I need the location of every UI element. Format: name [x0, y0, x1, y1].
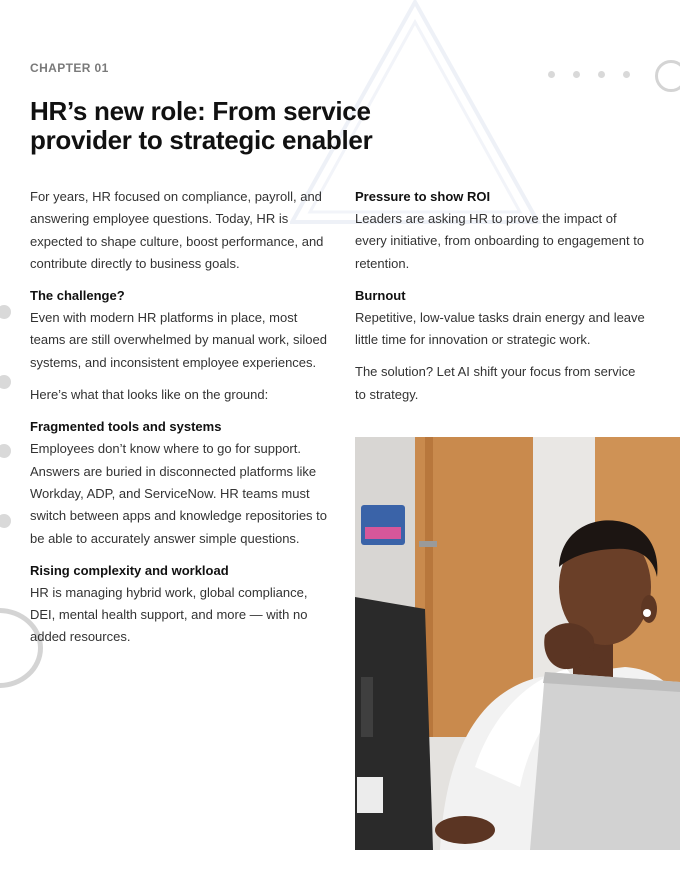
- complexity-heading: Rising complexity and workload: [30, 562, 229, 578]
- dot-decoration: [0, 444, 11, 458]
- dot-decoration: [0, 375, 11, 389]
- left-column: [30, 186, 328, 659]
- roi-paragraph: Leaders are asking HR to prove the impact of every initiative, from onboarding to engagement to retention.: [355, 211, 645, 271]
- intro-paragraph: For years, HR focused on compliance, payroll, and answering employee questions. Today, HR is expected to shape culture, boost performance, and contribute directly to business goals.: [30, 189, 324, 271]
- dot-decoration: [0, 514, 11, 528]
- dots-decoration: [548, 71, 630, 78]
- page-title: HR’s new role: From service provider to strategic enabler: [30, 96, 373, 155]
- challenge-heading: The challenge?: [30, 288, 125, 304]
- roi-heading: Pressure to show ROI: [355, 189, 491, 204]
- ground-paragraph: Here’s what that looks like on the ground:: [30, 387, 269, 403]
- ring-decoration: [655, 60, 680, 92]
- burnout-paragraph: Repetitive, low-value tasks drain energy and leave little time for innovation or strategic work.: [355, 309, 645, 348]
- office-photo: [355, 437, 680, 850]
- man-at-computer-illustration: [355, 437, 680, 850]
- right-column: [355, 186, 645, 416]
- solution-paragraph: The solution? Let AI shift your focus from service to strategy.: [355, 364, 636, 402]
- complexity-paragraph: HR is managing hybrid work, global compliance, DEI, mental health support, and more — with no added resources.: [30, 584, 308, 645]
- fragmented-paragraph: Employees don’t know where to go for support. Answers are buried in disconnected platforms like Workday, ADP, and ServiceNow. HR teams must switch between apps and knowledge repositories to be able to accurately answer simple questions.: [30, 441, 328, 546]
- dot-decoration: [0, 305, 11, 319]
- burnout-heading: Burnout: [355, 287, 406, 303]
- challenge-paragraph: Even with modern HR platforms in place, most teams are still overwhelmed by manual work, siloed systems, and inconsistent employee experiences.: [30, 310, 327, 370]
- chapter-label: CHAPTER 01: [30, 61, 109, 75]
- fragmented-heading: Fragmented tools and systems: [30, 419, 222, 435]
